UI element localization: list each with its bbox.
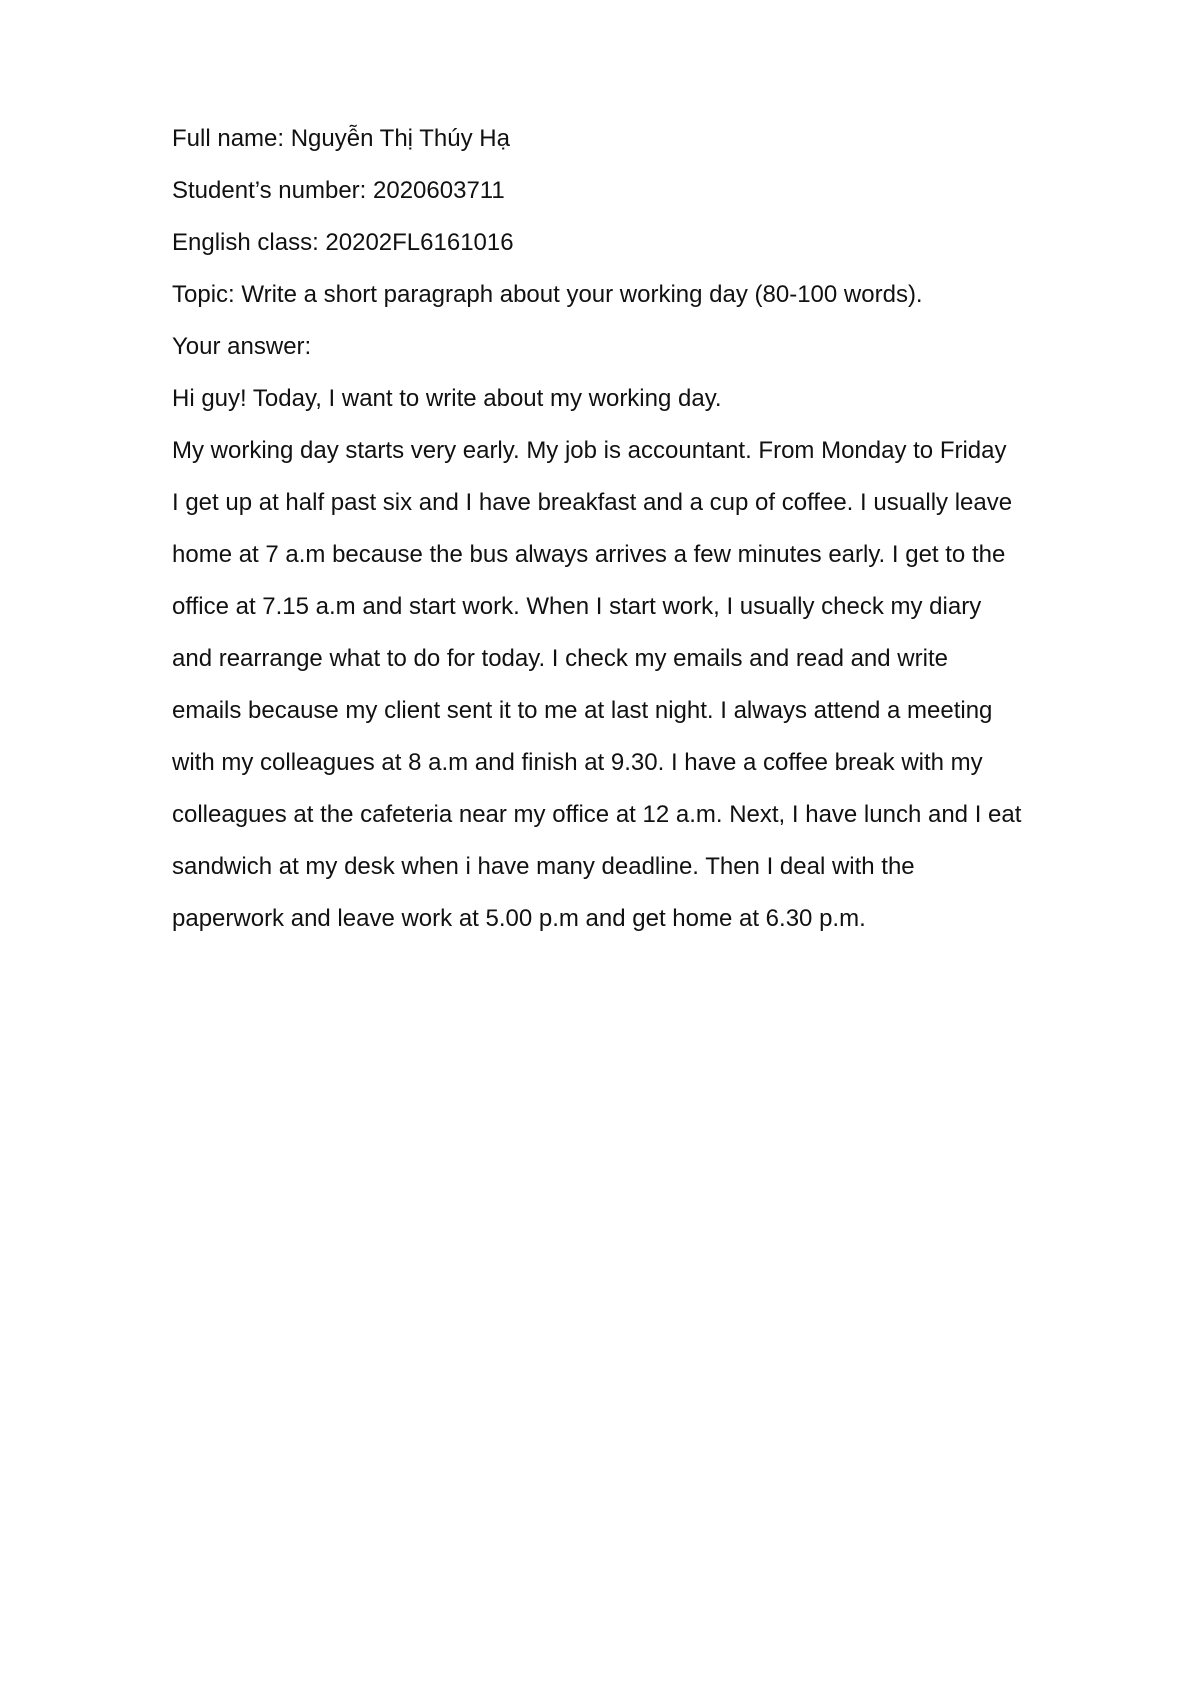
- paragraph-line: with my colleagues at 8 a.m and finish at 9.30. I have a coffee break with my: [172, 749, 983, 776]
- student-number-line: Student’s number: 2020603711: [172, 177, 505, 204]
- paragraph-line: I get up at half past six and I have breakfast and a cup of coffee. I usually leave: [172, 489, 1013, 516]
- paragraph-line: office at 7.15 a.m and start work. When I start work, I usually check my diary: [172, 593, 982, 620]
- greeting-line: Hi guy! Today, I want to write about my working day.: [172, 385, 722, 412]
- paragraph-line: emails because my client sent it to me at last night. I always attend a meeting: [172, 697, 993, 724]
- document-body: [172, 113, 1102, 945]
- full-name-line: Full name: Nguyễn Thị Thúy Hạ: [172, 125, 510, 152]
- paragraph-line: and rearrange what to do for today. I check my emails and read and write: [172, 645, 948, 672]
- english-class-line: English class: 20202FL6161016: [172, 229, 514, 256]
- paragraph-line: home at 7 a.m because the bus always arrives a few minutes early. I get to the: [172, 541, 1006, 568]
- your-answer-label: Your answer:: [172, 333, 312, 360]
- paragraph-line: sandwich at my desk when i have many deadline. Then I deal with the: [172, 853, 915, 880]
- paragraph-line: My working day starts very early. My job is accountant. From Monday to Friday: [172, 437, 1007, 464]
- answer-paragraph: [172, 425, 1102, 945]
- paragraph-line: colleagues at the cafeteria near my office at 12 a.m. Next, I have lunch and I eat: [172, 801, 1022, 828]
- topic-line: Topic: Write a short paragraph about your working day (80-100 words).: [172, 281, 923, 308]
- paragraph-line: paperwork and leave work at 5.00 p.m and get home at 6.30 p.m.: [172, 905, 866, 932]
